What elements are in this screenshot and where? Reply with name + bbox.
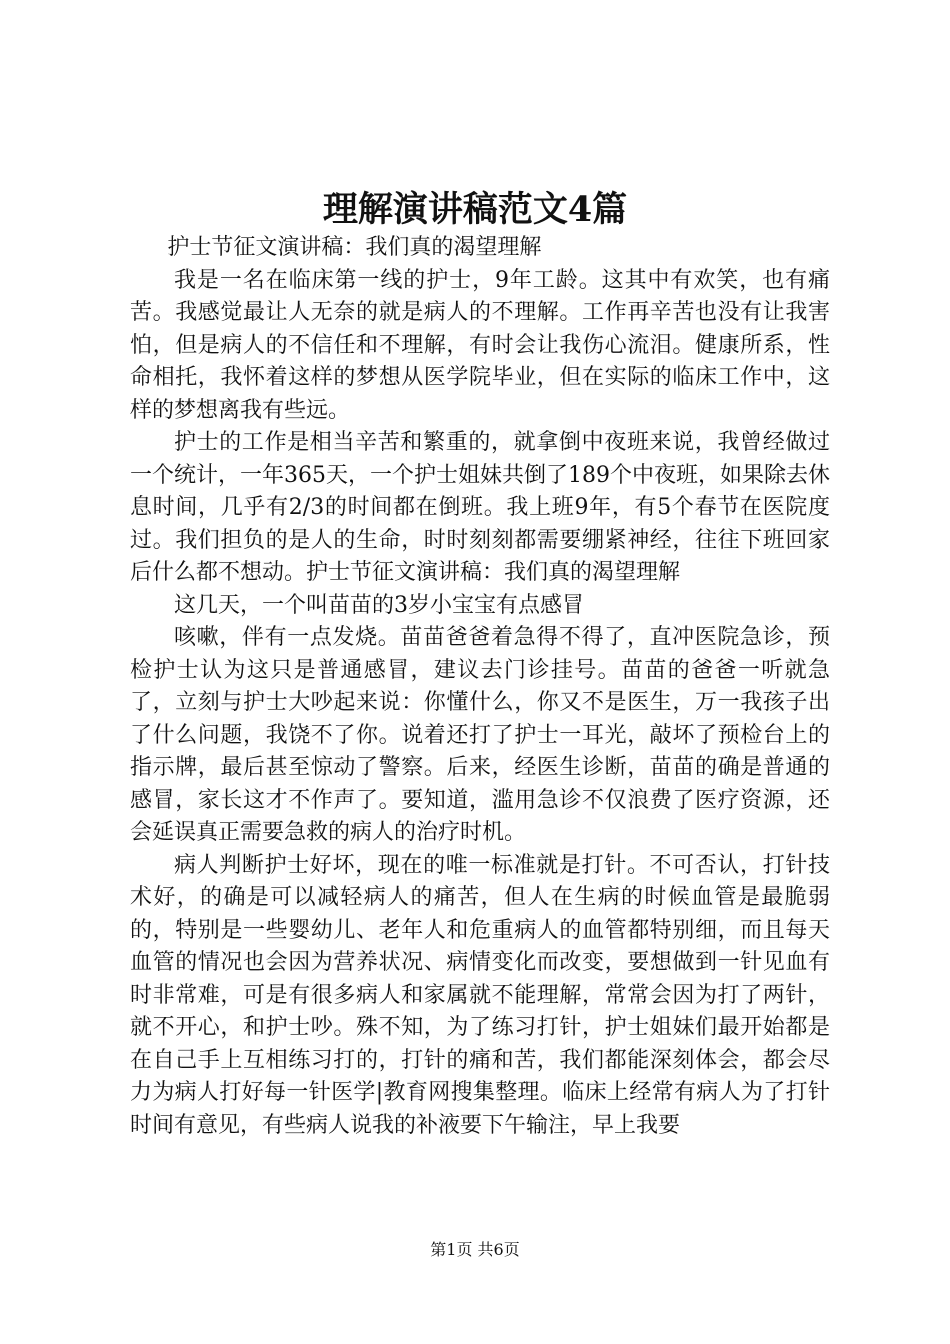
document-body <box>130 232 830 1142</box>
paragraph: 病人判断护士好坏，现在的唯一标准就是打针。不可否认，打针技术好，的确是可以减轻病人的痛苦，但人在生病的时候血管是最脆弱的，特别是一些婴幼儿、老年人和危重病人的血管都特别细，而且每天血管的情况也会因为营养状况、病情变化而改变，要想做到一针见血有时非常难，可是有很多病人和家属就不能理解，常常会因为打了两针，就不开心，和护士吵。殊不知，为了练习打针，护士姐妹们最开始都是在自己手上互相练习打的，打针的痛和苦，我们都能深刻体会，都会尽力为病人打好每一针医学|教育网搜集整理。临床上经常有病人为了打针时间有意见，有些病人说我的补液要下午输注，早上我要 <box>130 852 830 1138</box>
paragraph: 咳嗽，伴有一点发烧。苗苗爸爸着急得不得了，直冲医院急诊，预检护士认为这只是普通感冒，建议去门诊挂号。苗苗的爸爸一听就急了，立刻与护士大吵起来说：你懂什么，你又不是医生，万一我孩子出了什么问题，我饶不了你。说着还打了护士一耳光，敲坏了预检台上的指示牌，最后甚至惊动了警察。后来，经医生诊断，苗苗的确是普通的感冒，家长这才不作声了。要知道，滥用急诊不仅浪费了医疗资源，还会延误真正需要急救的病人的治疗时机。 <box>130 625 830 845</box>
paragraph: 这几天，一个叫苗苗的3岁小宝宝有点感冒 <box>174 592 584 618</box>
section-subtitle: 护士节征文演讲稿：我们真的渴望理解 <box>167 235 542 260</box>
page-number-footer: 第1页 共6页 <box>430 1240 520 1259</box>
paragraph: 护士的工作是相当辛苦和繁重的，就拿倒中夜班来说，我曾经做过一个统计，一年365天，一个护士姐妹共倒了189个中夜班，如果除去休息时间，几乎有2/3的时间都在倒班。我上班9年，有5个春节在医院度过。我们担负的是人的生命，时时刻刻都需要绷紧神经，往往下班回家后什么都不想动。护士节征文演讲稿：我们真的渴望理解 <box>130 430 830 585</box>
document-title: 理解演讲稿范文4篇 <box>322 189 628 230</box>
paragraph: 我是一名在临床第一线的护士，9年工龄。这其中有欢笑，也有痛苦。我感觉最让人无奈的就是病人的不理解。工作再辛苦也没有让我害怕，但是病人的不信任和不理解，有时会让我伤心流泪。健康所系，性命相托，我怀着这样的梦想从医学院毕业，但在实际的临床工作中，这样的梦想离我有些远。 <box>130 267 830 423</box>
